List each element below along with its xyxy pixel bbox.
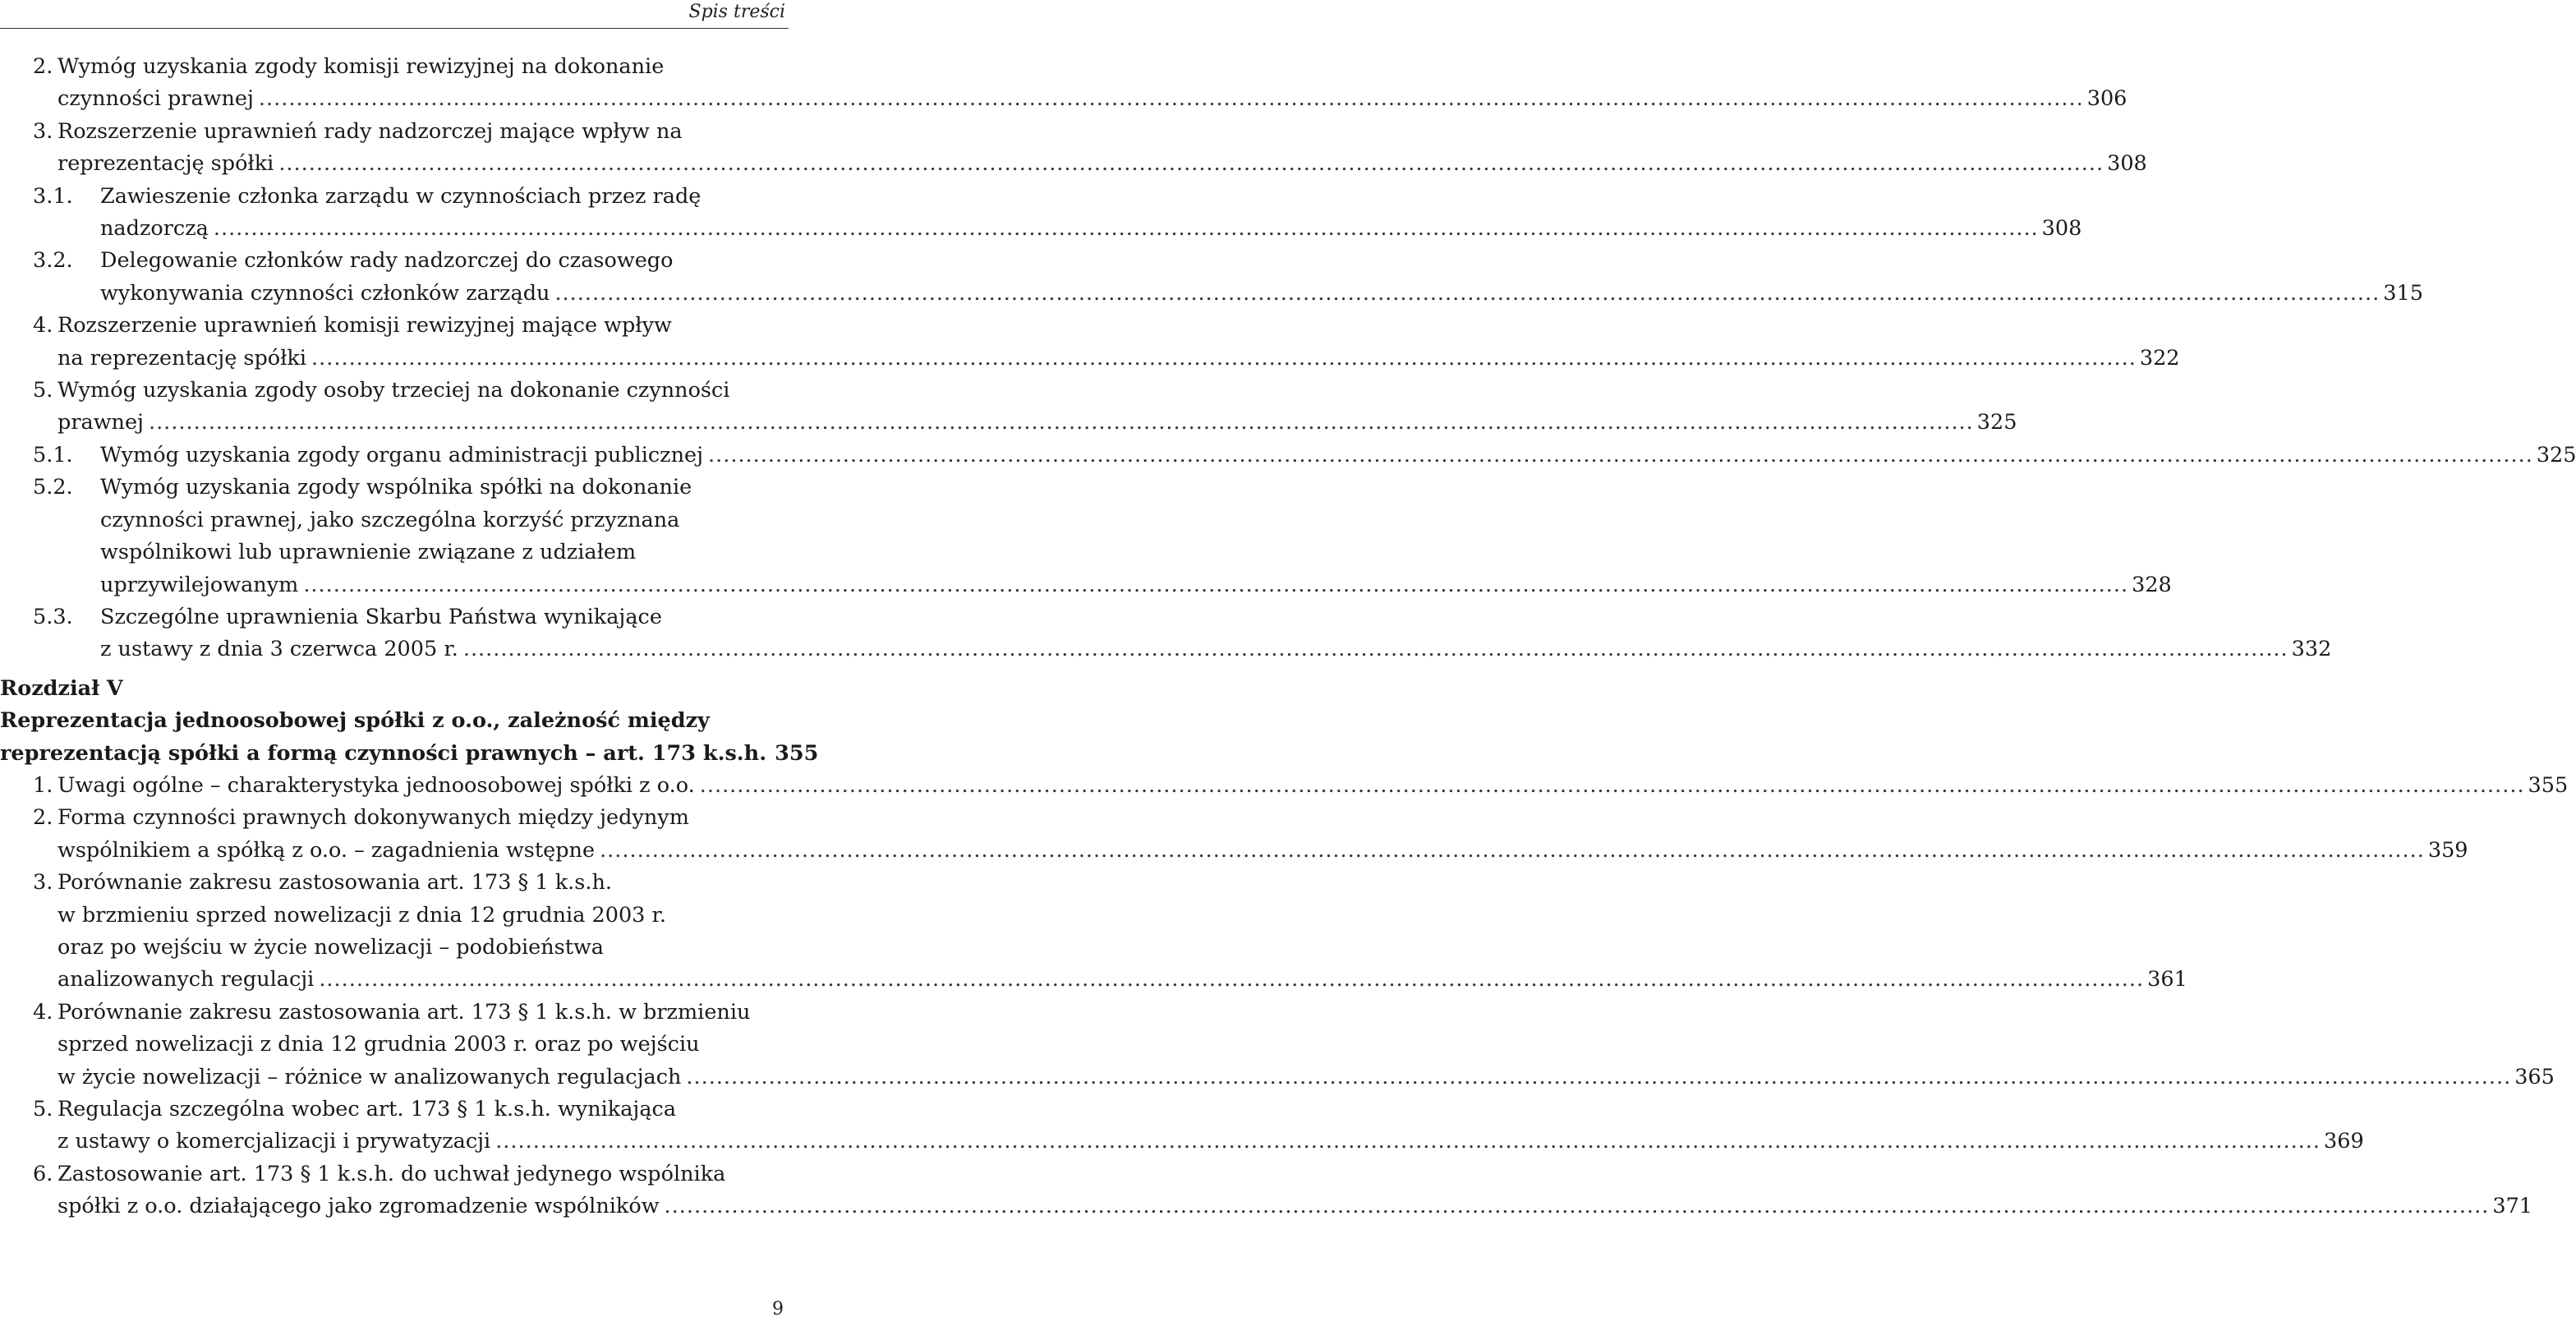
entry-text: Zawieszenie członka zarządu w czynnościach przez radę (100, 183, 702, 209)
toc-entry (0, 867, 2187, 997)
entry-first-line (0, 181, 785, 213)
entry-text: wspólnikiem a spółką z o.o. – zagadnienia wstępne (58, 837, 596, 863)
entry-page: 325 (1976, 410, 2017, 435)
entry-text: Rozszerzenie uprawnień komisji rewizyjnej mające wpływ (58, 313, 672, 339)
entry-number: 5.1. (33, 442, 73, 467)
entry-first-line (0, 770, 2569, 802)
entry-number: 2. (33, 54, 53, 79)
dot-leader (463, 633, 2288, 666)
entry-first-line (0, 375, 785, 407)
dot-leader (708, 440, 2533, 472)
entry-page: 315 (2383, 280, 2423, 306)
entry-text: Szczególne uprawnienia Skarbu Państwa wynikające (100, 604, 662, 629)
toc-entry (0, 440, 2576, 472)
entry-text: oraz po wejściu w życie nowelizacji – podobieństwa (58, 934, 605, 960)
entry-text: w życie nowelizacji – różnice w analizowanych regulacjach (58, 1064, 682, 1089)
entry-text: Wymóg uzyskania zgody komisji rewizyjnej na dokonanie (58, 54, 665, 79)
dot-leader (319, 964, 2144, 996)
entry-number: 3.2. (33, 248, 73, 274)
entry-text: sprzed nowelizacji z dnia 12 grudnia 2003 r. oraz po wejściu (58, 1032, 700, 1057)
toc-entry (0, 375, 2017, 440)
entry-number: 3. (33, 118, 53, 144)
toc-entry (0, 1094, 2364, 1158)
entry-page: 308 (2041, 216, 2082, 242)
toc-entry (0, 51, 2128, 116)
entry-first-line (0, 867, 785, 899)
entry-text: czynności prawnej, jako szczególna korzyść przyznana (100, 507, 680, 532)
entry-number: 4. (33, 999, 53, 1025)
entry-first-line (0, 472, 785, 504)
entry-text: wspólnikowi lub uprawnienie związane z udziałem (100, 540, 637, 565)
dot-leader (495, 1126, 2321, 1158)
entry-number: 5.3. (33, 604, 73, 629)
entry-text: spółki z o.o. działającego jako zgromadzenie wspólników (58, 1194, 660, 1219)
entry-text: Porównanie zakresu zastosowania art. 173 § 1 k.s.h. (58, 870, 613, 896)
entry-text: Forma czynności prawnych dokonywanych między jedynym (58, 805, 689, 831)
entry-first-line (0, 1158, 785, 1191)
chapter-title-line: reprezentacją spółki a formą czynności prawnych – art. 173 k.s.h. (0, 740, 767, 766)
entry-number: 4. (33, 313, 53, 339)
entry-first-line (0, 601, 785, 633)
dot-leader (600, 835, 2425, 867)
toc-entry (0, 601, 2332, 666)
dot-leader (259, 83, 2084, 115)
entry-first-line (0, 310, 785, 342)
entry-text: z ustawy o komercjalizacji i prywatyzacji (58, 1129, 491, 1154)
chapter-page: 355 (775, 740, 819, 766)
entry-first-line (0, 997, 785, 1029)
toc-section-b (0, 770, 2569, 1223)
entry-page: 355 (2528, 772, 2569, 798)
entry-page: 371 (2492, 1194, 2533, 1219)
entry-first-line (0, 51, 785, 83)
dot-leader (214, 213, 2039, 245)
toc-entry (0, 770, 2569, 802)
entry-number: 3.1. (33, 183, 73, 209)
toc-entry (0, 245, 2423, 310)
entry-text: Regulacja szczególna wobec art. 173 § 1 k.s.h. wynikająca (58, 1097, 677, 1121)
entry-first-line (0, 245, 785, 277)
entry-text: w brzmieniu sprzed nowelizacji z dnia 12 grudnia 2003 r. (58, 902, 667, 928)
entry-text: Rozszerzenie uprawnień rady nadzorczej mające wpływ na (58, 118, 683, 144)
entry-first-line (0, 116, 785, 148)
entry-page: 359 (2427, 837, 2468, 863)
entry-page: 332 (2291, 637, 2332, 662)
header-rule (0, 28, 789, 29)
toc-entry (0, 310, 2180, 375)
chapter-heading (0, 673, 819, 770)
entry-text: Porównanie zakresu zastosowania art. 173 § 1 k.s.h. w brzmieniu (58, 999, 751, 1025)
entry-number: 2. (33, 805, 53, 831)
dot-leader (700, 770, 2525, 802)
toc-entry (0, 802, 2468, 867)
entry-page: 306 (2086, 86, 2128, 112)
entry-number: 5. (33, 378, 53, 403)
entry-number: 1. (33, 772, 53, 798)
entry-text: czynności prawnej (58, 86, 254, 112)
entry-first-line (0, 802, 785, 834)
entry-page: 365 (2514, 1064, 2555, 1089)
entry-number: 5. (33, 1097, 53, 1121)
dot-leader (554, 278, 2380, 310)
entry-page: 308 (2107, 151, 2147, 177)
toc-entry (0, 116, 2147, 181)
toc-section-a (0, 51, 2576, 666)
entry-text: Wymóg uzyskania zgody wspólnika spółki na dokonanie (100, 475, 692, 500)
entry-page: 361 (2147, 967, 2187, 992)
toc-entry (0, 1158, 2533, 1223)
entry-number: 5.2. (33, 475, 73, 500)
entry-text: reprezentację spółki (58, 151, 274, 177)
entry-page: 322 (2139, 345, 2180, 371)
dot-leader (149, 407, 1974, 439)
entry-number: 3. (33, 870, 53, 896)
dot-leader (665, 1191, 2490, 1223)
entry-text: analizowanych regulacji (58, 967, 315, 992)
entry-text: uprzywilejowanym (100, 572, 299, 597)
entry-text: z ustawy z dnia 3 czerwca 2005 r. (100, 637, 458, 662)
dot-leader (311, 343, 2137, 375)
page-number: 9 (772, 1299, 784, 1319)
chapter-title-line: Reprezentacja jednoosobowej spółki z o.o., zależność między (0, 708, 710, 734)
dot-leader (686, 1062, 2511, 1094)
table-of-contents (0, 51, 2576, 1223)
entry-text: Uwagi ogólne – charakterystyka jednoosobowej spółki z o.o. (58, 772, 695, 798)
toc-entry (0, 997, 2555, 1094)
chapter-title-last-line (0, 738, 819, 770)
entry-page: 328 (2132, 572, 2172, 597)
entry-first-line (0, 1094, 785, 1126)
toc-entry (0, 472, 2172, 601)
entry-text: Delegowanie członków rady nadzorczej do czasowego (100, 248, 674, 274)
entry-page: 325 (2536, 442, 2576, 467)
toc-entry (0, 181, 2082, 246)
entry-first-line (0, 440, 2576, 472)
chapter-label: Rozdział V (0, 675, 123, 701)
entry-text: nadzorczą (100, 216, 209, 242)
entry-text: Wymóg uzyskania zgody osoby trzeciej na dokonanie czynności (58, 378, 730, 403)
entry-page: 369 (2324, 1129, 2364, 1154)
entry-text: Wymóg uzyskania zgody organu administracji publicznej (100, 442, 704, 467)
dot-leader (303, 569, 2128, 601)
entry-text: prawnej (58, 410, 144, 435)
entry-text: na reprezentację spółki (58, 345, 307, 371)
entry-text: wykonywania czynności członków zarządu (100, 280, 550, 306)
entry-text: Zastosowanie art. 173 § 1 k.s.h. do uchwał jedynego wspólnika (58, 1161, 726, 1186)
running-head: Spis treści (688, 2, 785, 22)
dot-leader (278, 148, 2104, 180)
entry-number: 6. (33, 1161, 53, 1186)
